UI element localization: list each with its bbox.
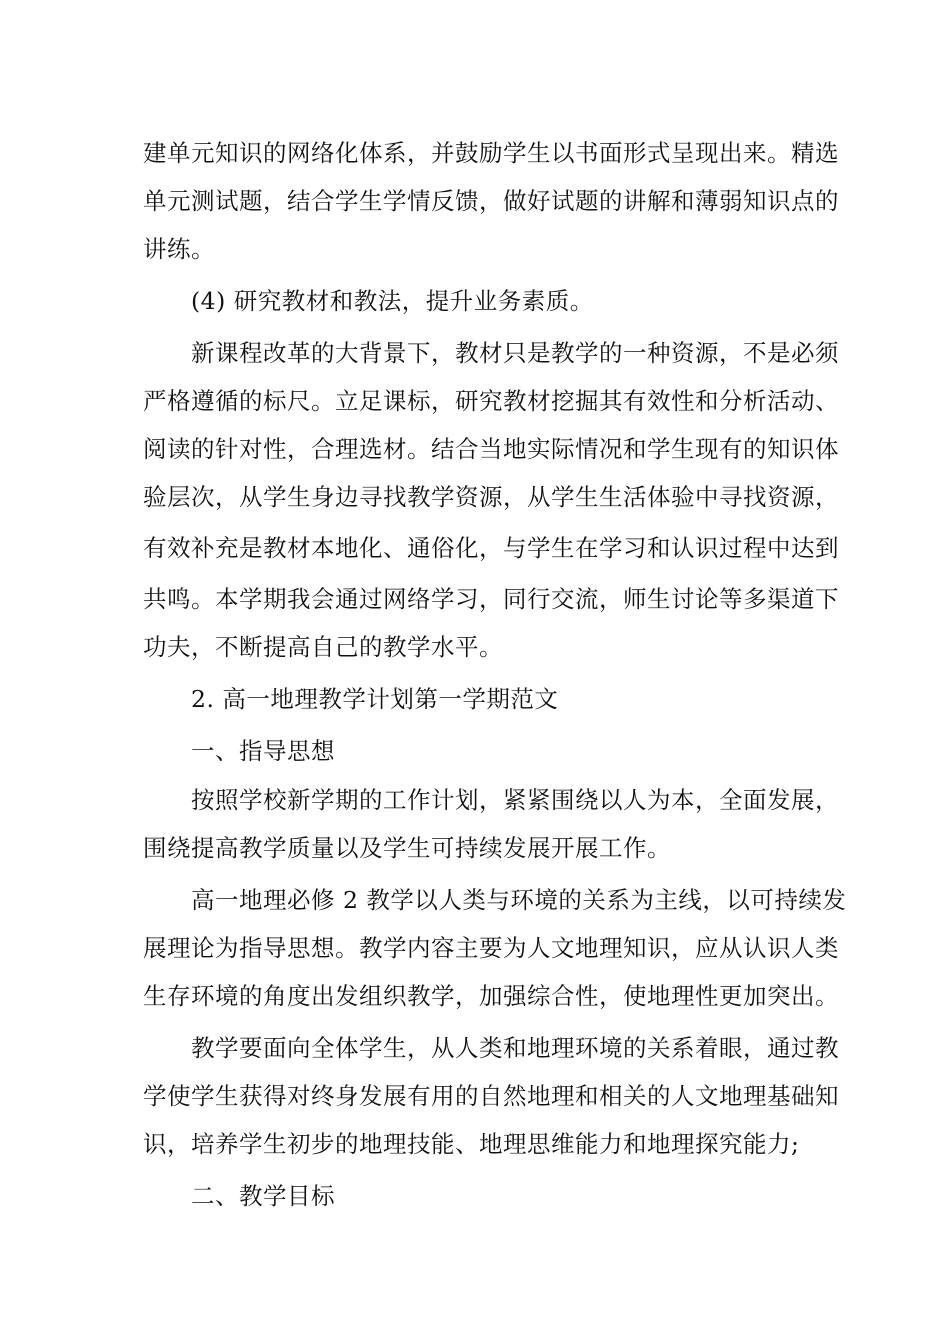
text-line-2: 单元测试题，结合学生学情反馈，做好试题的讲解和薄弱知识点的 [143,187,839,215]
paragraph-start-line: 新课程改革的大背景下，教材只是教学的一种资源，不是必须 [191,339,839,367]
text-line-18: 生存环境的角度出发组织教学，加强综合性，使地理性更加突出。 [143,982,839,1010]
paragraph-start-line: 教学要面向全体学生，从人类和地理环境的关系着眼，通过教 [191,1034,839,1062]
paragraph-start-line: 按照学校新学期的工作计划，紧紧围绕以人为本，全面发展， [191,786,839,814]
text-line-8: 验层次，从学生身边寻找教学资源，从学生生活体验中寻找资源， [143,483,839,511]
section-heading-4: (4) 研究教材和教法，提升业务素质。 [191,287,594,315]
text-line-21: 识，培养学生初步的地理技能、地理思维能力和地理探究能力; [143,1130,800,1158]
article-title: 2. 高一地理教学计划第一学期范文 [191,685,559,713]
text-line-9: 有效补充是教材本地化、通俗化，与学生在学习和认识过程中达到 [143,534,839,562]
text-line-17: 展理论为指导思想。教学内容主要为人文地理知识，应从认识人类 [143,934,839,962]
text-line-3: 讲练。 [143,235,215,263]
paragraph-start-line: 高一地理必修 2 教学以人类与环境的关系为主线，以可持续发 [191,886,847,914]
section-heading-guiding-idea: 一、指导思想 [191,737,335,765]
section-heading-teaching-goals: 二、教学目标 [191,1182,335,1210]
text-line-6: 严格遵循的标尺。立足课标，研究教材挖掘其有效性和分析活动、 [143,387,839,415]
text-line-20: 学使学生获得对终身发展有用的自然地理和相关的人文地理基础知 [143,1082,839,1110]
text-line-7: 阅读的针对性，合理选材。结合当地实际情况和学生现有的知识体 [143,435,839,463]
text-line-11: 功夫，不断提高自己的教学水平。 [143,633,503,661]
text-line-15: 围绕提高教学质量以及学生可持续发展开展工作。 [143,834,671,862]
text-line-1: 建单元知识的网络化体系，并鼓励学生以书面形式呈现出来。精选 [143,139,839,167]
text-line-10: 共鸣。本学期我会通过网络学习，同行交流，师生讨论等多渠道下 [143,585,839,613]
